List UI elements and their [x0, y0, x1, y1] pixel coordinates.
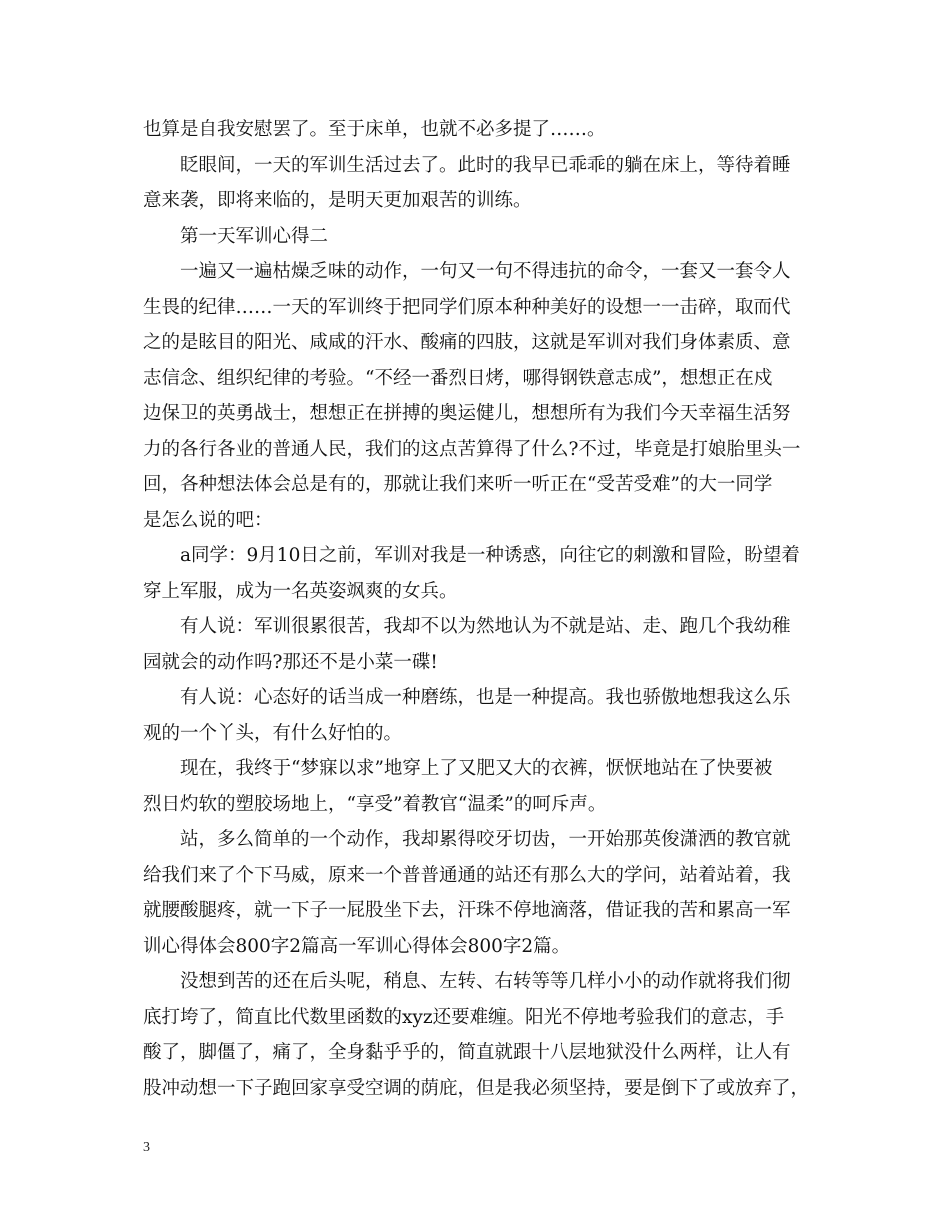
text-line: 观的一个丫头，有什么好怕的。: [143, 722, 403, 744]
text-line: 就腰酸腿疼，就一下子一屁股坐下去，汗珠不停地滴落，借证我的苦和累高一军: [143, 900, 791, 921]
text-line: 意来袭，即将来临的，是明天更加艰苦的训练。: [143, 190, 532, 211]
text-line: 志信念、组织纪律的考验。“不经一番烈日烤，哪得钢铁意志成”，想想正在戍: [143, 367, 773, 389]
text-line: a同学：9月10日之前，军训对我是一种诱惑，向往它的刺激和冒险，盼望着: [180, 545, 800, 566]
text-line: 也算是自我安慰罢了。至于床单，也就不必多提了……。: [143, 119, 606, 140]
text-line: 是怎么说的吧：: [143, 509, 273, 531]
text-line: 底打垮了，简直比代数里函数的xyz还要难缠。阳光不停地考验我们的意志，手: [143, 1006, 785, 1028]
text-line: 一遍又一遍枯燥乏味的动作，一句又一句不得违抗的命令，一套又一套令人: [180, 261, 791, 282]
text-line: 力的各行各业的普通人民，我们的这点苦算得了什么?不过，毕竟是打娘胎里头一: [143, 438, 801, 460]
text-line: 股冲动想一下子跑回家享受空调的荫庇，但是我必须坚持，要是倒下了或放弃了，: [143, 1077, 810, 1099]
text-line: 之的是眩目的阳光、咸咸的汗水、酸痛的四肢，这就是军训对我们身体素质、意: [143, 332, 791, 353]
text-line: 回，各种想法体会总是有的，那就让我们来听一听正在“受苦受难”的大一同学: [143, 474, 773, 495]
text-line: 园就会的动作吗?那还不是小菜一碟!: [143, 651, 438, 673]
text-line: 训心得体会800字2篇高一军训心得体会800字2篇。: [143, 935, 571, 957]
text-line: 现在，我终于“梦寐以求”地穿上了又肥又大的衣裤，恹恹地站在了快要被: [180, 758, 773, 779]
text-line: 眨眼间，一天的军训生活过去了。此时的我早已乖乖的躺在床上，等待着睡: [180, 154, 791, 176]
text-line: 生畏的纪律……一天的军训终于把同学们原本种种美好的设想一一击碎，取而代: [143, 296, 791, 318]
page-number: 3: [143, 1140, 150, 1155]
text-line: 有人说：军训很累很苦，我却不以为然地认为不就是站、走、跑几个我幼稚: [180, 616, 791, 637]
text-line: 给我们来了个下马威，原来一个普普通通的站还有那么大的学问，站着站着，我: [143, 864, 791, 886]
text-line: 站，多么简单的一个动作，我却累得咬牙切齿，一开始那英俊潇洒的教官就: [180, 829, 791, 850]
text-line: 烈日灼软的塑胶场地上，“享受”着教官“温柔”的呵斥声。: [143, 793, 607, 815]
text-line: 第一天军训心得二: [180, 225, 329, 247]
text-line: 边保卫的英勇战士，想想正在拼搏的奥运健儿，想想所有为我们今天幸福生活努: [143, 403, 791, 424]
text-line: 酸了，脚僵了，痛了，全身黏乎乎的，简直就跟十八层地狱没什么两样，让人有: [143, 1042, 791, 1063]
body-text: [143, 112, 823, 1106]
text-line: 有人说：心态好的话当成一种磨练，也是一种提高。我也骄傲地想我这么乐: [180, 687, 791, 708]
text-line: 没想到苦的还在后头呢，稍息、左转、右转等等几样小小的动作就将我们彻: [180, 971, 791, 992]
text-line: 穿上军服，成为一名英姿飒爽的女兵。: [143, 580, 458, 602]
